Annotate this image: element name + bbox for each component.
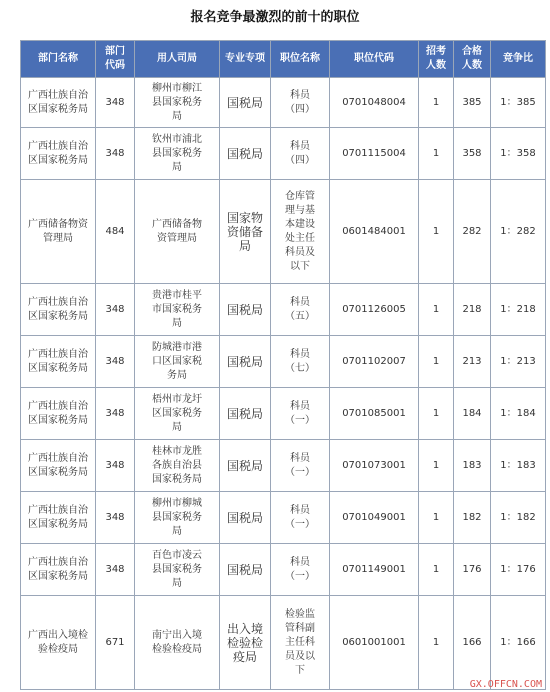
dept-code-cell: 348 bbox=[96, 128, 135, 180]
position-cell: 科员 （一） bbox=[271, 492, 330, 544]
dept-code-cell: 348 bbox=[96, 492, 135, 544]
qualified-count-cell: 176 bbox=[454, 544, 491, 596]
qualified-count-cell: 166 bbox=[454, 596, 491, 690]
qualified-count-cell: 182 bbox=[454, 492, 491, 544]
position-code-cell: 0701049001 bbox=[330, 492, 419, 544]
position-cell: 科员 （四） bbox=[271, 78, 330, 128]
specialty-cell: 国税局 bbox=[220, 440, 271, 492]
watermark-text: GX.OFFCN.COM bbox=[469, 679, 542, 690]
specialty-cell: 国税局 bbox=[220, 78, 271, 128]
dept-code-cell: 348 bbox=[96, 78, 135, 128]
table-row bbox=[21, 492, 546, 544]
position-cell: 科员 （七） bbox=[271, 336, 330, 388]
qualified-count-cell: 184 bbox=[454, 388, 491, 440]
ratio-cell: 1：358 bbox=[491, 128, 546, 180]
specialty-cell: 国税局 bbox=[220, 128, 271, 180]
unit-cell: 防城港市港 口区国家税 务局 bbox=[135, 336, 220, 388]
table-row bbox=[21, 180, 546, 284]
table-row bbox=[21, 388, 546, 440]
qualified-count-cell: 385 bbox=[454, 78, 491, 128]
table-row bbox=[21, 128, 546, 180]
header-dept: 部门名称 bbox=[21, 41, 96, 78]
ratio-cell: 1：385 bbox=[491, 78, 546, 128]
position-cell: 科员 （一） bbox=[271, 544, 330, 596]
unit-cell: 桂林市龙胜 各族自治县 国家税务局 bbox=[135, 440, 220, 492]
recruit-count-cell: 1 bbox=[419, 544, 454, 596]
position-cell: 科员 （五） bbox=[271, 284, 330, 336]
specialty-cell: 出入境 检验检 疫局 bbox=[220, 596, 271, 690]
qualified-count-cell: 358 bbox=[454, 128, 491, 180]
ratio-cell: 1：182 bbox=[491, 492, 546, 544]
header-dept-code: 部门 代码 bbox=[96, 41, 135, 78]
header-ratio: 竞争比 bbox=[491, 41, 546, 78]
dept-code-cell: 348 bbox=[96, 336, 135, 388]
positions-table bbox=[20, 40, 546, 690]
recruit-count-cell: 1 bbox=[419, 440, 454, 492]
ratio-cell: 1：166 bbox=[491, 596, 546, 690]
dept-cell: 广西壮族自治 区国家税务局 bbox=[21, 78, 96, 128]
table-row bbox=[21, 78, 546, 128]
ratio-cell: 1：184 bbox=[491, 388, 546, 440]
qualified-count-cell: 213 bbox=[454, 336, 491, 388]
dept-cell: 广西壮族自治 区国家税务局 bbox=[21, 284, 96, 336]
qualified-count-cell: 218 bbox=[454, 284, 491, 336]
position-code-cell: 0601001001 bbox=[330, 596, 419, 690]
position-code-cell: 0701102007 bbox=[330, 336, 419, 388]
header-position-code: 职位代码 bbox=[330, 41, 419, 78]
specialty-cell: 国家物 资储备 局 bbox=[220, 180, 271, 284]
recruit-count-cell: 1 bbox=[419, 128, 454, 180]
dept-code-cell: 671 bbox=[96, 596, 135, 690]
table-row bbox=[21, 544, 546, 596]
dept-code-cell: 348 bbox=[96, 284, 135, 336]
position-cell: 科员 （一） bbox=[271, 388, 330, 440]
recruit-count-cell: 1 bbox=[419, 180, 454, 284]
position-code-cell: 0701149001 bbox=[330, 544, 419, 596]
dept-cell: 广西壮族自治 区国家税务局 bbox=[21, 128, 96, 180]
header-position: 职位名称 bbox=[271, 41, 330, 78]
ratio-cell: 1：183 bbox=[491, 440, 546, 492]
dept-cell: 广西储备物资 管理局 bbox=[21, 180, 96, 284]
unit-cell: 南宁出入境 检验检疫局 bbox=[135, 596, 220, 690]
unit-cell: 柳州市柳江 县国家税务 局 bbox=[135, 78, 220, 128]
ratio-cell: 1：282 bbox=[491, 180, 546, 284]
recruit-count-cell: 1 bbox=[419, 78, 454, 128]
dept-cell: 广西壮族自治 区国家税务局 bbox=[21, 440, 96, 492]
header-specialty: 专业专项 bbox=[220, 41, 271, 78]
dept-code-cell: 484 bbox=[96, 180, 135, 284]
specialty-cell: 国税局 bbox=[220, 492, 271, 544]
page-title: 报名竞争最激烈的前十的职位 bbox=[190, 10, 360, 25]
table-row bbox=[21, 596, 546, 690]
ratio-cell: 1：218 bbox=[491, 284, 546, 336]
specialty-cell: 国税局 bbox=[220, 284, 271, 336]
qualified-count-cell: 183 bbox=[454, 440, 491, 492]
dept-cell: 广西壮族自治 区国家税务局 bbox=[21, 336, 96, 388]
position-cell: 科员 （四） bbox=[271, 128, 330, 180]
specialty-cell: 国税局 bbox=[220, 388, 271, 440]
dept-code-cell: 348 bbox=[96, 440, 135, 492]
position-code-cell: 0701048004 bbox=[330, 78, 419, 128]
unit-cell: 贵港市桂平 市国家税务 局 bbox=[135, 284, 220, 336]
recruit-count-cell: 1 bbox=[419, 336, 454, 388]
dept-code-cell: 348 bbox=[96, 544, 135, 596]
position-cell: 检验监 管科副 主任科 员及以 下 bbox=[271, 596, 330, 690]
ratio-cell: 1：176 bbox=[491, 544, 546, 596]
position-cell: 科员 （一） bbox=[271, 440, 330, 492]
header-unit: 用人司局 bbox=[135, 41, 220, 78]
header-recruit-count: 招考 人数 bbox=[419, 41, 454, 78]
dept-code-cell: 348 bbox=[96, 388, 135, 440]
header-qualified-count: 合格 人数 bbox=[454, 41, 491, 78]
specialty-cell: 国税局 bbox=[220, 544, 271, 596]
ratio-cell: 1：213 bbox=[491, 336, 546, 388]
dept-cell: 广西壮族自治 区国家税务局 bbox=[21, 544, 96, 596]
position-code-cell: 0701126005 bbox=[330, 284, 419, 336]
position-code-cell: 0701073001 bbox=[330, 440, 419, 492]
qualified-count-cell: 282 bbox=[454, 180, 491, 284]
position-code-cell: 0601484001 bbox=[330, 180, 419, 284]
table-row bbox=[21, 284, 546, 336]
position-code-cell: 0701085001 bbox=[330, 388, 419, 440]
unit-cell: 梧州市龙圩 区国家税务 局 bbox=[135, 388, 220, 440]
unit-cell: 广西储备物 资管理局 bbox=[135, 180, 220, 284]
table-row bbox=[21, 440, 546, 492]
dept-cell: 广西壮族自治 区国家税务局 bbox=[21, 388, 96, 440]
table-row bbox=[21, 336, 546, 388]
recruit-count-cell: 1 bbox=[419, 284, 454, 336]
recruit-count-cell: 1 bbox=[419, 596, 454, 690]
table-header-row bbox=[21, 41, 546, 78]
recruit-count-cell: 1 bbox=[419, 388, 454, 440]
recruit-count-cell: 1 bbox=[419, 492, 454, 544]
position-code-cell: 0701115004 bbox=[330, 128, 419, 180]
position-cell: 仓库管 理与基 本建设 处主任 科员及 以下 bbox=[271, 180, 330, 284]
unit-cell: 柳州市柳城 县国家税务 局 bbox=[135, 492, 220, 544]
unit-cell: 钦州市浦北 县国家税务 局 bbox=[135, 128, 220, 180]
unit-cell: 百色市凌云 县国家税务 局 bbox=[135, 544, 220, 596]
dept-cell: 广西出入境检 验检疫局 bbox=[21, 596, 96, 690]
specialty-cell: 国税局 bbox=[220, 336, 271, 388]
dept-cell: 广西壮族自治 区国家税务局 bbox=[21, 492, 96, 544]
